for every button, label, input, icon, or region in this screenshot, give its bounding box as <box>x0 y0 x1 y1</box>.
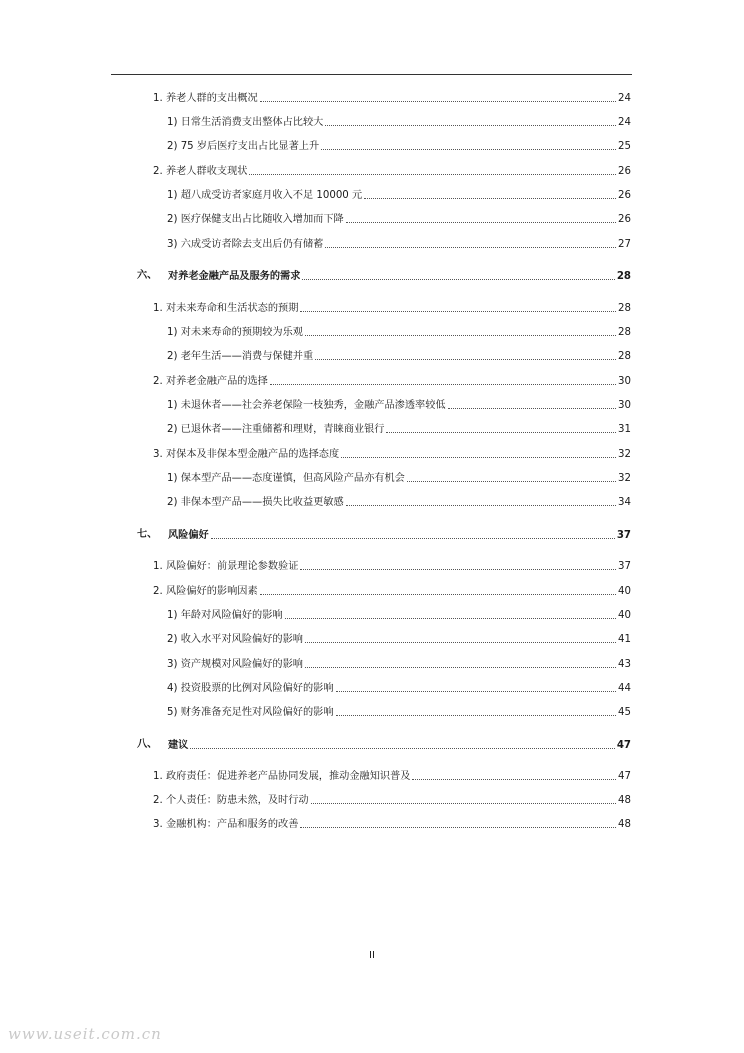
toc-page-number: 41 <box>618 634 631 645</box>
toc-section-number: 六、 <box>137 270 158 281</box>
toc-page-number: 30 <box>618 400 631 411</box>
toc-entry-title: 对养老金融产品及服务的需求 <box>168 271 301 282</box>
toc-entry-title: 5) 财务准备充足性对风险偏好的影响 <box>167 707 334 718</box>
toc-entry[interactable] <box>0 768 744 784</box>
toc-entry-title: 2. 个人责任：防患未然，及时行动 <box>153 795 309 806</box>
toc-entry[interactable] <box>0 446 744 462</box>
toc-entry[interactable] <box>0 300 744 316</box>
toc-page-number: 30 <box>618 376 631 387</box>
toc-entry[interactable] <box>0 631 744 647</box>
toc-page-number: 48 <box>618 795 631 806</box>
toc-section-number: 七、 <box>137 529 158 540</box>
toc-dot-leader <box>321 149 616 150</box>
watermark: www.useit.com.cn <box>8 1025 162 1043</box>
toc-dot-leader <box>386 432 616 433</box>
toc-entry[interactable] <box>0 704 744 720</box>
toc-entry-title: 2. 对养老金融产品的选择 <box>153 376 268 387</box>
toc-entry[interactable] <box>0 211 744 227</box>
toc-entry[interactable] <box>0 583 744 599</box>
toc-entry[interactable] <box>0 558 744 574</box>
toc-entry[interactable] <box>0 324 744 340</box>
toc-page-number: 34 <box>618 497 631 508</box>
toc-entry[interactable] <box>0 421 744 437</box>
toc-entry-title: 3) 六成受访者除去支出后仍有储蓄 <box>167 239 324 250</box>
toc-entry[interactable] <box>0 348 744 364</box>
toc-page-number: 24 <box>618 117 631 128</box>
toc-dot-leader <box>305 642 616 643</box>
toc-dot-leader <box>300 827 616 828</box>
toc-dot-leader <box>190 748 614 749</box>
toc-page-number: 32 <box>618 449 631 460</box>
toc-dot-leader <box>270 384 616 385</box>
toc-dot-leader <box>346 505 616 506</box>
toc-page-number: 27 <box>618 239 631 250</box>
toc-entry[interactable] <box>0 236 744 252</box>
toc-dot-leader <box>364 198 616 199</box>
toc-page-number: 26 <box>618 214 631 225</box>
toc-dot-leader <box>325 247 616 248</box>
toc-dot-leader <box>448 408 616 409</box>
toc-entry[interactable] <box>0 187 744 203</box>
toc-entry-title: 2) 收入水平对风险偏好的影响 <box>167 634 303 645</box>
toc-dot-leader <box>311 803 616 804</box>
toc-entry-title: 2. 养老人群收支现状 <box>153 166 248 177</box>
toc-dot-leader <box>302 279 614 280</box>
toc-page-number: 28 <box>618 327 631 338</box>
toc-entry-title: 3. 金融机构：产品和服务的改善 <box>153 819 299 830</box>
toc-dot-leader <box>341 457 616 458</box>
toc-page-number: 31 <box>618 424 631 435</box>
toc-entry-title: 2) 非保本型产品——损失比收益更敏感 <box>167 497 344 508</box>
toc-page-number: 26 <box>618 166 631 177</box>
toc-entry-title: 1. 对未来寿命和生活状态的预期 <box>153 303 299 314</box>
toc-page-number: 47 <box>618 771 631 782</box>
header-rule <box>111 74 632 75</box>
toc-page-number: 45 <box>618 707 631 718</box>
toc-entry[interactable] <box>0 816 744 832</box>
toc-section-number: 八、 <box>137 739 158 750</box>
toc-page-number: 37 <box>618 561 631 572</box>
toc-entry[interactable] <box>0 607 744 623</box>
toc-dot-leader <box>211 538 615 539</box>
toc-dot-leader <box>325 125 616 126</box>
toc-dot-leader <box>305 667 616 668</box>
toc-dot-leader <box>249 174 616 175</box>
toc-dot-leader <box>305 335 616 336</box>
toc-entry[interactable] <box>0 114 744 130</box>
toc-entry[interactable] <box>0 737 744 753</box>
toc-dot-leader <box>260 594 616 595</box>
toc-entry-title: 1) 年龄对风险偏好的影响 <box>167 610 283 621</box>
toc-dot-leader <box>336 691 617 692</box>
toc-entry-title: 4) 投资股票的比例对风险偏好的影响 <box>167 683 334 694</box>
toc-entry[interactable] <box>0 163 744 179</box>
toc-page-number: 48 <box>618 819 631 830</box>
toc-dot-leader <box>407 481 616 482</box>
toc-entry[interactable] <box>0 680 744 696</box>
toc-entry-title: 2) 老年生活——消费与保健并重 <box>167 351 314 362</box>
toc-dot-leader <box>336 715 617 716</box>
toc-dot-leader <box>285 618 616 619</box>
toc-page-number: 44 <box>618 683 631 694</box>
toc-entry[interactable] <box>0 470 744 486</box>
toc-entry[interactable] <box>0 373 744 389</box>
page-number: II <box>369 950 375 961</box>
toc-entry-title: 1) 未退休者——社会养老保险一枝独秀，金融产品渗透率较低 <box>167 400 446 411</box>
toc-page-number: 43 <box>618 659 631 670</box>
toc-page-number: 25 <box>618 141 631 152</box>
toc-dot-leader <box>412 779 616 780</box>
toc-page-number: 47 <box>616 740 631 751</box>
toc-page-number: 37 <box>616 530 631 541</box>
toc-entry-title: 1. 风险偏好：前景理论参数验证 <box>153 561 299 572</box>
toc-page-number: 32 <box>618 473 631 484</box>
toc-page-number: 28 <box>618 351 631 362</box>
toc-entry-title: 2) 已退休者——注重储蓄和理财，青睐商业银行 <box>167 424 385 435</box>
toc-entry-title: 1) 日常生活消费支出整体占比较大 <box>167 117 324 128</box>
toc-dot-leader <box>300 569 616 570</box>
toc-entry[interactable] <box>0 656 744 672</box>
toc-page-number: 40 <box>618 610 631 621</box>
toc-dot-leader <box>315 359 616 360</box>
toc-entry-title: 3. 对保本及非保本型金融产品的选择态度 <box>153 449 340 460</box>
toc-entry-title: 1) 对未来寿命的预期较为乐观 <box>167 327 303 338</box>
toc-entry-title: 1) 超八成受访者家庭月收入不足 10000 元 <box>167 190 363 201</box>
toc-dot-leader <box>260 101 616 102</box>
toc-entry[interactable] <box>0 494 744 510</box>
toc-entry[interactable] <box>0 138 744 154</box>
toc-entry-title: 3) 资产规模对风险偏好的影响 <box>167 659 303 670</box>
toc-page-number: 26 <box>618 190 631 201</box>
toc-entry-title: 建议 <box>168 740 189 751</box>
toc-page-number: 40 <box>618 586 631 597</box>
toc-entry-title: 1. 政府责任：促进养老产品协同发展，推动金融知识普及 <box>153 771 411 782</box>
toc-entry-title: 1. 养老人群的支出概况 <box>153 93 258 104</box>
toc-entry-title: 2) 医疗保健支出占比随收入增加而下降 <box>167 214 344 225</box>
toc-page-number: 28 <box>618 303 631 314</box>
toc-dot-leader <box>346 222 616 223</box>
toc-entry-title: 2) 75 岁后医疗支出占比显著上升 <box>167 141 320 152</box>
toc-entry-title: 1) 保本型产品——态度谨慎，但高风险产品亦有机会 <box>167 473 405 484</box>
toc-entry[interactable] <box>0 792 744 808</box>
toc-entry-title: 风险偏好 <box>168 530 209 541</box>
toc-entry-title: 2. 风险偏好的影响因素 <box>153 586 258 597</box>
toc-entry[interactable] <box>0 268 744 284</box>
toc-entry[interactable] <box>0 397 744 413</box>
toc-page-number: 28 <box>616 271 631 282</box>
toc-dot-leader <box>300 311 616 312</box>
toc-page-number: 24 <box>618 93 631 104</box>
toc-entry[interactable] <box>0 527 744 543</box>
toc-entry[interactable] <box>0 90 744 106</box>
